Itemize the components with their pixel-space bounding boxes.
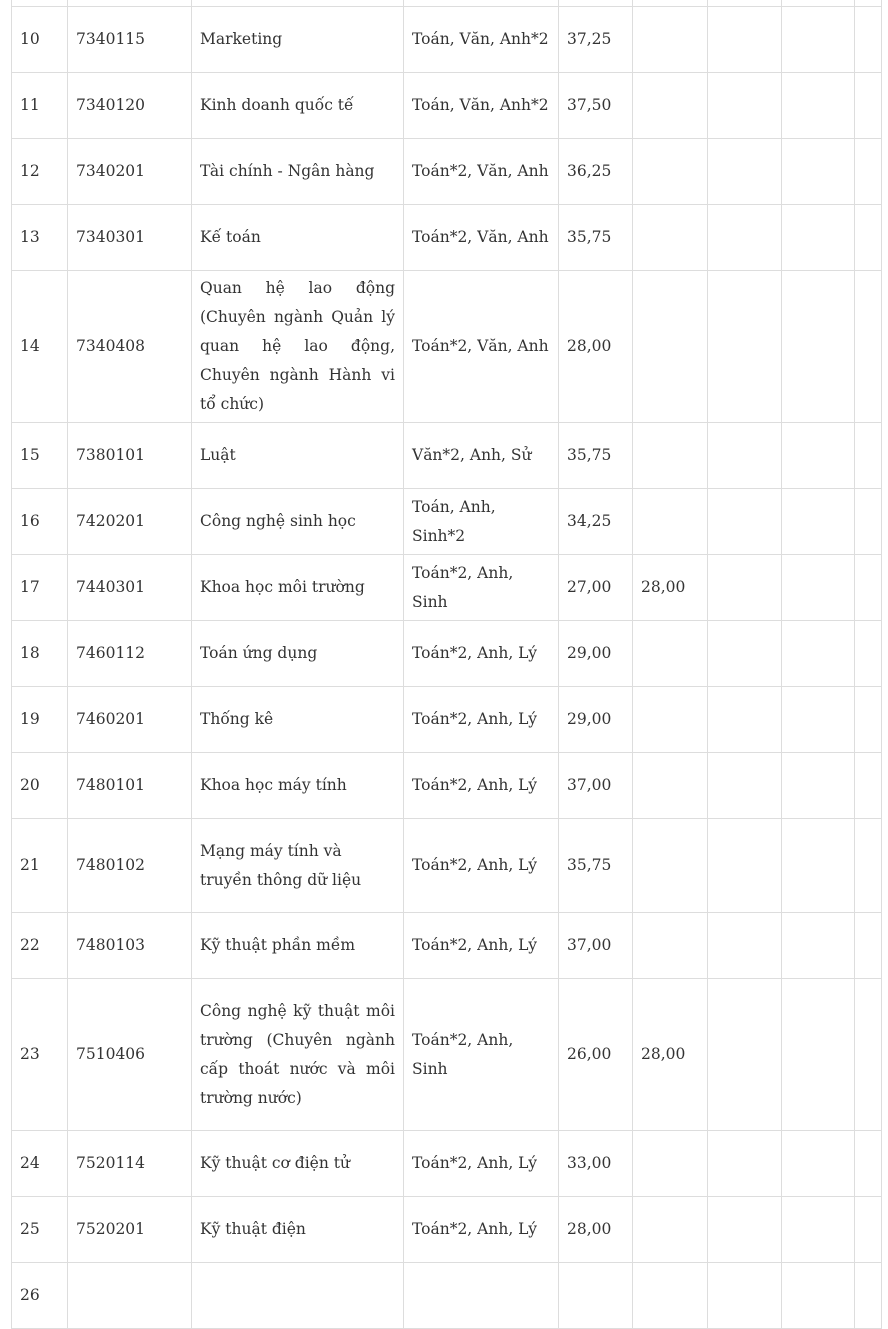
cell-score: 37,00: [559, 913, 633, 979]
cell-empty: [855, 489, 882, 555]
cell-empty: [855, 1197, 882, 1263]
table-row: [12, 1263, 882, 1329]
cell-major-code: 7340115: [68, 7, 192, 73]
cell-major-code: 7460112: [68, 621, 192, 687]
cell-score-alt: 28,00: [633, 555, 708, 621]
cell-stt: 10: [12, 7, 68, 73]
cell-score-alt: [633, 489, 708, 555]
cell-stt: 12: [12, 139, 68, 205]
cell-major-code: 7510406: [68, 979, 192, 1131]
cell-subject-combo: Toán, Văn, Anh*2: [404, 73, 559, 139]
cell-empty: [782, 489, 855, 555]
cell-score-alt: [633, 423, 708, 489]
cell-empty: [708, 913, 782, 979]
cell-stt: 25: [12, 1197, 68, 1263]
cell-major-name: Marketing: [192, 7, 404, 73]
cell-subject-combo: Toán*2, Anh, Lý: [404, 1197, 559, 1263]
cell-score-alt: [633, 687, 708, 753]
cell-empty: [855, 819, 882, 913]
cell-stt: 26: [12, 1263, 68, 1329]
cell-empty: [782, 913, 855, 979]
cell-empty: [708, 621, 782, 687]
cell-score-alt: [633, 1131, 708, 1197]
cell-empty: [855, 621, 882, 687]
cell-empty: [855, 271, 882, 423]
cell-empty: [708, 7, 782, 73]
cell-score-alt: [633, 271, 708, 423]
cell-subject-combo: Toán*2, Anh, Sinh: [404, 555, 559, 621]
cell-empty: [782, 271, 855, 423]
cell-major-code: 7480102: [68, 819, 192, 913]
cell-major-name: Kinh doanh quốc tế: [192, 73, 404, 139]
cell-empty: [855, 423, 882, 489]
cell-empty: [855, 139, 882, 205]
table-row: [12, 1131, 882, 1197]
table-row: [12, 423, 882, 489]
cell-empty: [708, 555, 782, 621]
cell-empty: [782, 621, 855, 687]
cell-stt: 11: [12, 73, 68, 139]
cell-empty: [782, 753, 855, 819]
cell-stt: 20: [12, 753, 68, 819]
cell-major-code: 7340408: [68, 271, 192, 423]
table-row: [12, 621, 882, 687]
cell-stt: 21: [12, 819, 68, 913]
admission-score-table: [11, 0, 882, 1329]
cell-score-alt: [633, 753, 708, 819]
cell-empty: [782, 73, 855, 139]
cell-major-name: Luật: [192, 423, 404, 489]
cell-subject-combo: Toán*2, Văn, Anh: [404, 139, 559, 205]
cell-score-alt: [633, 7, 708, 73]
cell-score: 29,00: [559, 687, 633, 753]
cell-empty: [708, 687, 782, 753]
cell-major-name: [192, 1263, 404, 1329]
cell-empty: [855, 205, 882, 271]
table-row: [12, 1197, 882, 1263]
table-row: [12, 489, 882, 555]
cell-empty: [855, 7, 882, 73]
cell-major-name: Kỹ thuật điện: [192, 1197, 404, 1263]
cell-empty: [855, 753, 882, 819]
cell-empty: [708, 1131, 782, 1197]
cell-empty: [855, 1131, 882, 1197]
cell-major-code: 7340301: [68, 205, 192, 271]
cell-major-code: 7340120: [68, 73, 192, 139]
cell-subject-combo: Toán, Văn, Anh*2: [404, 7, 559, 73]
cell-stt: 18: [12, 621, 68, 687]
cell-subject-combo: Toán*2, Văn, Anh: [404, 205, 559, 271]
cell-stt: 17: [12, 555, 68, 621]
cell-score: 28,00: [559, 1197, 633, 1263]
cell-major-code: 7380101: [68, 423, 192, 489]
cell-score: 37,25: [559, 7, 633, 73]
table-row: [12, 979, 882, 1131]
cell-score: 36,25: [559, 139, 633, 205]
table-body: [12, 0, 882, 1329]
cell-major-code: [68, 1263, 192, 1329]
cell-subject-combo: Văn*2, Anh, Sử: [404, 423, 559, 489]
cell-empty: [782, 555, 855, 621]
cell-score-alt: [633, 1197, 708, 1263]
cell-empty: [855, 979, 882, 1131]
cell-stt: 14: [12, 271, 68, 423]
cell-empty: [782, 979, 855, 1131]
cell-subject-combo: Toán*2, Anh, Lý: [404, 1131, 559, 1197]
cell-subject-combo: Toán*2, Anh, Lý: [404, 687, 559, 753]
cell-stt: 15: [12, 423, 68, 489]
cell-major-code: 7420201: [68, 489, 192, 555]
table-row: [12, 687, 882, 753]
cell-empty: [708, 979, 782, 1131]
cell-major-code: 7480103: [68, 913, 192, 979]
cell-subject-combo: Toán*2, Anh, Lý: [404, 753, 559, 819]
cell-major-code: 7460201: [68, 687, 192, 753]
cell-empty: [708, 271, 782, 423]
cell-score: 28,00: [559, 271, 633, 423]
cell-empty: [708, 1263, 782, 1329]
cell-score: 35,75: [559, 819, 633, 913]
cell-score: 26,00: [559, 979, 633, 1131]
cell-major-name: Kế toán: [192, 205, 404, 271]
cell-empty: [855, 555, 882, 621]
table-row: [12, 271, 882, 423]
table-row: [12, 7, 882, 73]
cell-empty: [708, 1197, 782, 1263]
cell-score: 27,00: [559, 555, 633, 621]
cell-empty: [708, 423, 782, 489]
cell-empty: [782, 819, 855, 913]
cell-empty: [708, 819, 782, 913]
cell-major-code: 7480101: [68, 753, 192, 819]
cell-major-code: 7440301: [68, 555, 192, 621]
cell-subject-combo: Toán*2, Anh, Lý: [404, 621, 559, 687]
table-row: [12, 139, 882, 205]
cell-subject-combo: Toán*2, Anh, Sinh: [404, 979, 559, 1131]
cell-score-alt: [633, 73, 708, 139]
cell-major-name: Kỹ thuật cơ điện tử: [192, 1131, 404, 1197]
table-row: [12, 73, 882, 139]
cell-major-code: 7520201: [68, 1197, 192, 1263]
cell-empty: [708, 205, 782, 271]
cell-major-name: Thống kê: [192, 687, 404, 753]
cell-score-alt: [633, 139, 708, 205]
cell-score: 34,25: [559, 489, 633, 555]
table-row: [12, 205, 882, 271]
cell-empty: [782, 1197, 855, 1263]
cell-major-name: Công nghệ kỹ thuật môi trường (Chuyên ngành cấp thoát nước và môi trường nước): [192, 979, 404, 1131]
cell-score: 29,00: [559, 621, 633, 687]
cell-empty: [708, 139, 782, 205]
cell-major-name: Khoa học môi trường: [192, 555, 404, 621]
cell-major-code: 7520114: [68, 1131, 192, 1197]
cell-score-alt: [633, 205, 708, 271]
cell-major-name: Kỹ thuật phần mềm: [192, 913, 404, 979]
cell-score: 33,00: [559, 1131, 633, 1197]
cell-score-alt: 28,00: [633, 979, 708, 1131]
cell-subject-combo: Toán*2, Văn, Anh: [404, 271, 559, 423]
cell-major-code: 7340201: [68, 139, 192, 205]
cell-empty: [782, 423, 855, 489]
cell-stt: 19: [12, 687, 68, 753]
table-row: [12, 819, 882, 913]
cell-score: 35,75: [559, 205, 633, 271]
cell-empty: [782, 1131, 855, 1197]
cell-major-name: Toán ứng dụng: [192, 621, 404, 687]
cell-major-name: Công nghệ sinh học: [192, 489, 404, 555]
cell-major-name: Khoa học máy tính: [192, 753, 404, 819]
cell-empty: [855, 73, 882, 139]
cell-empty: [855, 1263, 882, 1329]
table-row: [12, 753, 882, 819]
cell-empty: [855, 687, 882, 753]
cell-score-alt: [633, 621, 708, 687]
cell-major-name: Quan hệ lao động (Chuyên ngành Quản lý quan hệ lao động, Chuyên ngành Hành vi tổ chức): [192, 271, 404, 423]
cell-subject-combo: [404, 1263, 559, 1329]
cell-empty: [782, 7, 855, 73]
cell-empty: [782, 205, 855, 271]
table-row: [12, 913, 882, 979]
cell-empty: [782, 687, 855, 753]
cell-empty: [708, 73, 782, 139]
table-row: [12, 555, 882, 621]
cell-empty: [782, 139, 855, 205]
admission-score-table-container: [11, 0, 881, 1329]
cell-empty: [782, 1263, 855, 1329]
cell-score-alt: [633, 819, 708, 913]
cell-score: [559, 1263, 633, 1329]
cell-score-alt: [633, 1263, 708, 1329]
cell-empty: [708, 489, 782, 555]
cell-score: 37,50: [559, 73, 633, 139]
cell-major-name: Mạng máy tính và truyền thông dữ liệu: [192, 819, 404, 913]
cell-score: 37,00: [559, 753, 633, 819]
cell-subject-combo: Toán*2, Anh, Lý: [404, 913, 559, 979]
cell-subject-combo: Toán*2, Anh, Lý: [404, 819, 559, 913]
cell-stt: 23: [12, 979, 68, 1131]
cell-stt: 13: [12, 205, 68, 271]
cell-subject-combo: Toán, Anh, Sinh*2: [404, 489, 559, 555]
cell-empty: [855, 913, 882, 979]
cell-stt: 22: [12, 913, 68, 979]
cell-empty: [708, 753, 782, 819]
cell-stt: 24: [12, 1131, 68, 1197]
cell-score-alt: [633, 913, 708, 979]
cell-stt: 16: [12, 489, 68, 555]
cell-score: 35,75: [559, 423, 633, 489]
cell-major-name: Tài chính - Ngân hàng: [192, 139, 404, 205]
